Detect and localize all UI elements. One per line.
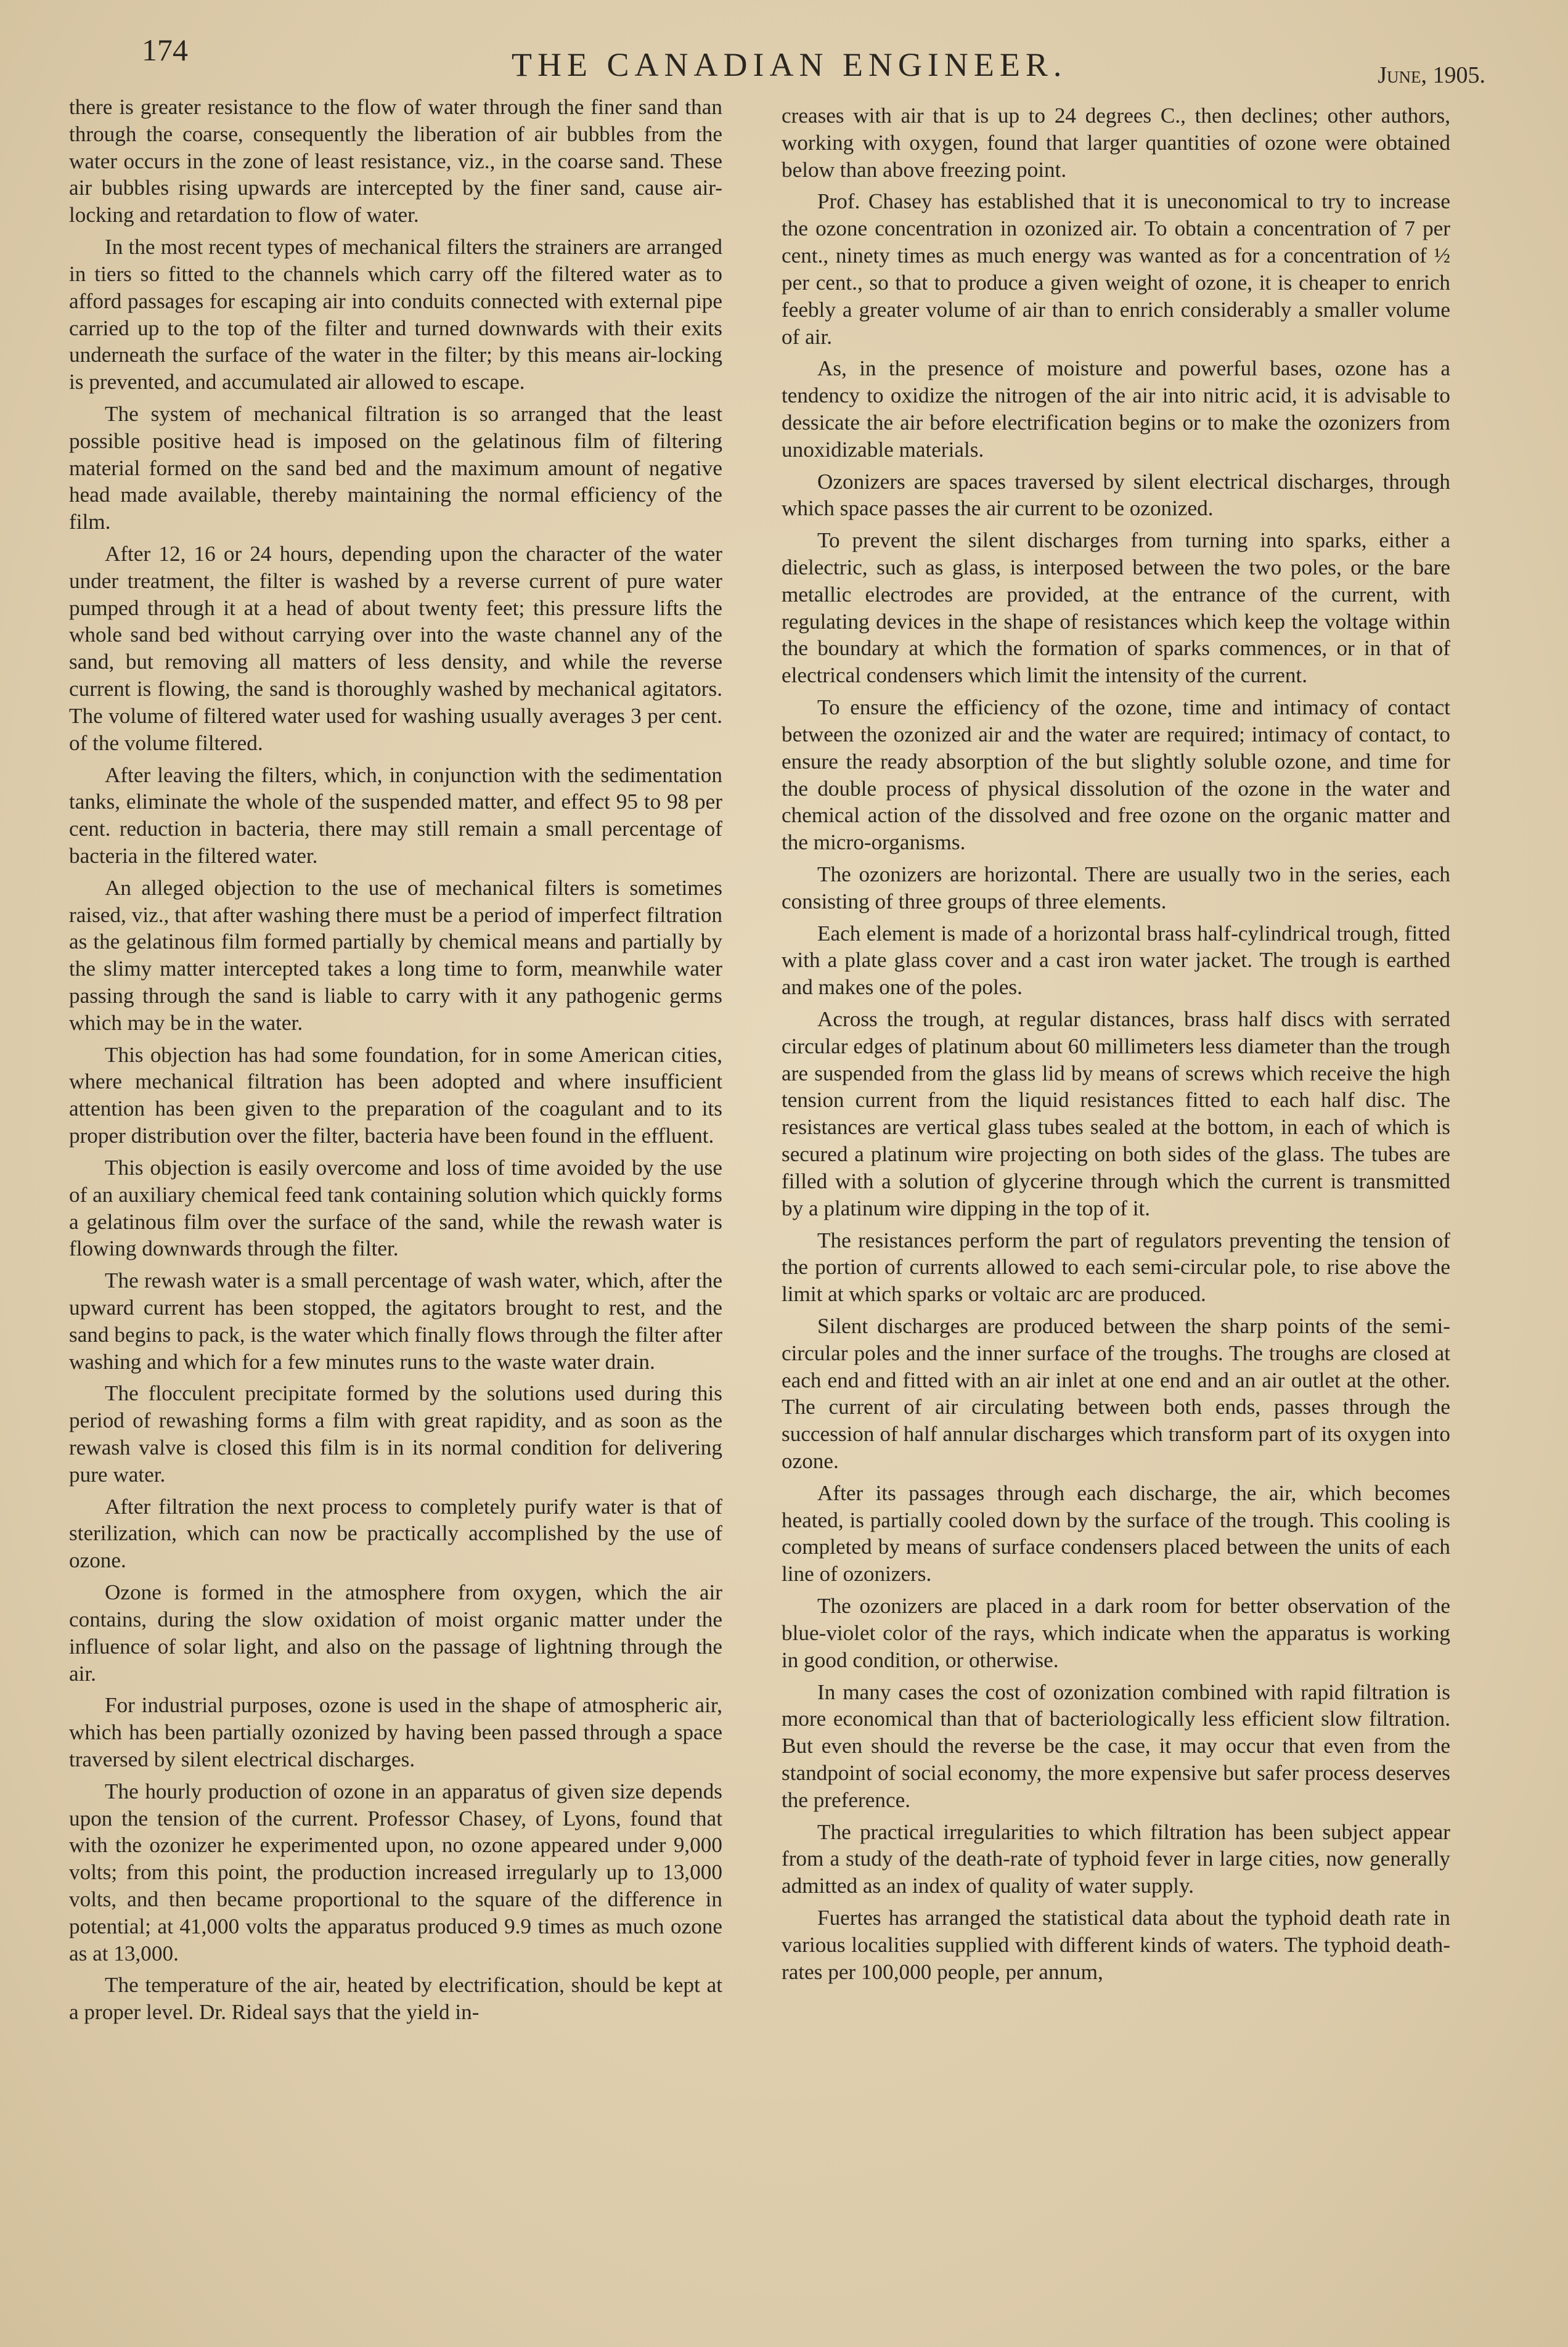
- paragraph: Across the trough, at regular distances, brass half discs with serrated circular edges of platinum about 60 millimeters less diameter than the trough are suspended from the glass lid by means of screws which receive the high tension current from the liquid resistances fitted to each half disc. The resistances are vertical glass tubes sealed at the bottom, in each of which is secured a platinum wire projecting on both sides of the glass. The tubes are filled with a solution of glycerine through which the current is transmitted by a platinum wire dipping in the top of it.: [782, 1007, 1450, 1220]
- paragraph: Each element is made of a horizontal brass half-cylindrical trough, fitted with a plate glass cover and a cast iron water jacket. The trough is earthed and makes one of the poles.: [782, 921, 1450, 1000]
- paragraph: The hourly production of ozone in an apparatus of given size depends upon the tension of the current. Professor Chasey, of Lyons, found that with the ozonizer he experimented upon, no ozone appeared under 9,000 volts; from this point, the production increased irregularly up to 13,000 volts, and then became proportional to the square of the difference in potential; at 41,000 volts the apparatus produced 9.9 times as much ozone as at 13,000.: [69, 1779, 722, 1965]
- paragraph: The practical irregularities to which filtration has been subject appear from a study of the death-rate of typhoid fever in large cities, now generally admitted as an index of quality of water supply.: [782, 1819, 1450, 1898]
- paragraph: Ozonizers are spaces traversed by silent electrical discharges, through which space passes the air current to be ozonized.: [782, 469, 1450, 521]
- paragraph: After leaving the filters, which, in conjunction with the sedimentation tanks, eliminate the whole of the suspended matter, and effect 95 to 98 per cent. reduction in bacteria, there may still remain a small percentage of bacteria in the filtered water.: [69, 762, 722, 868]
- paragraph: Fuertes has arranged the statistical data about the typhoid death rate in various localities supplied with different kinds of waters. The typhoid death-rates per 100,000 people, per annum,: [782, 1906, 1450, 1984]
- paragraph: After 12, 16 or 24 hours, depending upon the character of the water under treatment, the filter is washed by a reverse current of pure water pumped through it at a head of about twenty feet; this pressure lifts the whole sand bed without carrying over into the waste channel any of the sand, but removing all matters of less density, and while the reverse current is flowing, the sand is thoroughly washed by mechanical agitators. The volume of filtered water used for washing usually averages 3 per cent. of the volume filtered.: [69, 542, 722, 755]
- page-number: 174: [142, 33, 188, 67]
- paragraph: The temperature of the air, heated by electrification, should be kept at a proper level. Dr. Rideal says that the yield in-: [69, 1973, 722, 2025]
- paragraph: In many cases the cost of ozonization combined with rapid filtration is more economical than that of bacteriologically less efficient slow filtration. But even should the reverse be the case, it may occur that even from the standpoint of social economy, the more expensive but safer process deserves the preference.: [782, 1680, 1450, 1812]
- paragraph: The ozonizers are placed in a dark room for better observation of the blue-violet color of the rays, which indicate when the apparatus is working in good condition, or otherwise.: [782, 1594, 1450, 1672]
- paragraph: Prof. Chasey has established that it is uneconomical to try to increase the ozone concentration in ozonized air. To obtain a concentration of 7 per cent., ninety times as much energy was wanted as for a concentration of ½ per cent., so that to produce a given weight of ozone, it is cheaper to enrich feebly a greater volume of air than to enrich considerably a smaller volume of air.: [782, 189, 1450, 349]
- paragraph: After its passages through each discharge, the air, which becomes heated, is partially cooled down by the surface of the trough. This cooling is completed by means of surface condensers placed between the units of each line of ozonizers.: [782, 1480, 1450, 1586]
- paragraph: For industrial purposes, ozone is used in the shape of atmospheric air, which has been partially ozonized by having been passed through a space traversed by silent electrical discharges.: [69, 1693, 722, 1771]
- paragraph: This objection has had some foundation, for in some American cities, where mechanical filtration has been adopted and where insufficient attention has been given to the preparation of the coagulant and to its proper distribution over the filter, bacteria have been found in the effluent.: [69, 1042, 722, 1148]
- paragraph: The rewash water is a small percentage of wash water, which, after the upward current has been stopped, the agitators brought to rest, and the sand begins to pack, is the water which finally flows through the filter after washing and which for a few minutes runs to the waste water drain.: [69, 1268, 722, 1374]
- paragraph: To ensure the efficiency of the ozone, time and intimacy of contact between the ozonized air and the water are required; intimacy of contact, to ensure the ready absorption of the but slightly soluble ozone, and time for the double process of physical dissolution of the ozone in the water and chemical action of the dissolved and free ozone on the organic matter and the micro-organisms.: [782, 695, 1450, 855]
- page-header: [142, 32, 1485, 88]
- paragraph: In the most recent types of mechanical filters the strainers are arranged in tiers so fitted to the channels which carry off the filtered water as to afford passages for escaping air into conduits connected with external pipe carried up to the top of the filter and turned downwards with their exits underneath the surface of the water in the filter; by this means air-locking is prevented, and accumulated air allowed to escape.: [69, 235, 722, 394]
- journal-title: THE CANADIAN ENGINEER.: [512, 46, 1068, 83]
- paragraph: As, in the presence of moisture and powerful bases, ozone has a tendency to oxidize the nitrogen of the air into nitric acid, it is advisable to dessicate the air before electrification begins or to make the ozonizers from unoxidizable materials.: [782, 356, 1450, 462]
- paragraph: The resistances perform the part of regulators preventing the tension of the portion of currents allowed to each semi-circular pole, to rise above the limit at which sparks or voltaic arc are produced.: [782, 1228, 1450, 1307]
- paragraph: The flocculent precipitate formed by the solutions used during this period of rewashing forms a film with great rapidity, and as soon as the rewash valve is closed this film is in its normal condition for delivering pure water.: [69, 1381, 722, 1487]
- paragraph: An alleged objection to the use of mechanical filters is sometimes raised, viz., that after washing there must be a period of imperfect filtration as the gelatinous film formed partially by chemical means and partially by the slimy matter intercepted takes a long time to form, meanwhile water passing through the sand is liable to carry with it any pathogenic germs which may be in the water.: [69, 875, 722, 1035]
- paragraph: Ozone is formed in the atmosphere from oxygen, which the air contains, during the slow oxidation of moist organic matter under the influence of solar light, and also on the passage of lightning through the air.: [69, 1580, 722, 1686]
- paragraph: The ozonizers are horizontal. There are usually two in the series, each consisting of three groups of three elements.: [782, 862, 1450, 913]
- paragraph: After filtration the next process to completely purify water is that of sterilization, which can now be practically accomplished by the use of ozone.: [69, 1494, 722, 1573]
- paragraph: there is greater resistance to the flow of water through the finer sand than through the coarse, consequently the liberation of air bubbles from the water occurs in the zone of least resistance, viz., in the coarse sand. These air bubbles rising upwards are intercepted by the finer sand, cause air-locking and retardation to flow of water.: [69, 95, 722, 227]
- paragraph: To prevent the silent discharges from turning into sparks, either a dielectric, such as glass, is interposed between the two poles, or the bare metallic electrodes are provided, at the entrance of the current, with regulating devices in the shape of resistances which keep the voltage within the boundary at which the formation of sparks commences, or in that of electrical condensers which limit the intensity of the current.: [782, 528, 1450, 688]
- issue-date: June, 1905.: [1378, 62, 1485, 88]
- paragraph: This objection is easily overcome and loss of time avoided by the use of an auxiliary chemical feed tank containing solution which quickly forms a gelatinous film over the surface of the sand, while the rewash water is flowing downwards through the filter.: [69, 1155, 722, 1261]
- left-column: [69, 94, 722, 2031]
- paragraph: creases with air that is up to 24 degrees C., then declines; other authors, working with oxygen, found that larger quantities of ozone were obtained below than above freezing point.: [782, 104, 1450, 182]
- paragraph: Silent discharges are produced between the sharp points of the semi-circular poles and the inner surface of the troughs. The troughs are closed at each end and fitted with an air inlet at one end and an air outlet at the other. The current of air circulating between both ends, passes through the succession of half annular discharges which transform part of its oxygen into ozone.: [782, 1313, 1450, 1473]
- paragraph: The system of mechanical filtration is so arranged that the least possible positive head is imposed on the gelatinous film of filtering material formed on the sand bed and the maximum amount of negative head made available, thereby maintaining the normal efficiency of the film.: [69, 401, 722, 534]
- right-column: [782, 102, 1450, 1990]
